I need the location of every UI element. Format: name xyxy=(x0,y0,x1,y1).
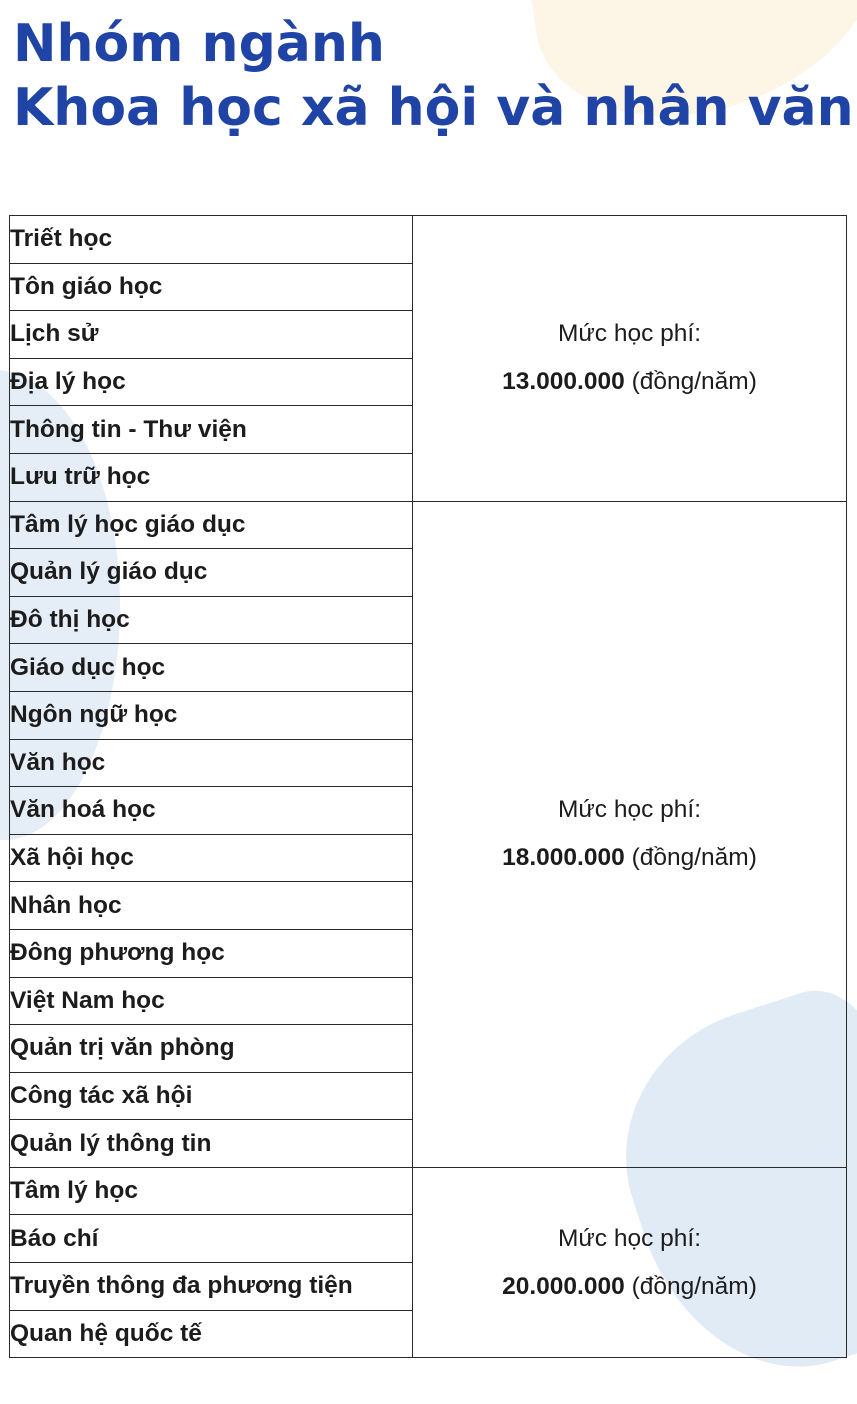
major-name: Xã hội học xyxy=(10,834,413,882)
major-name: Triết học xyxy=(10,216,413,264)
table-row xyxy=(10,216,847,264)
major-name: Quan hệ quốc tế xyxy=(10,1310,413,1358)
major-name: Đông phương học xyxy=(10,929,413,977)
fee-cell xyxy=(413,1167,847,1357)
fee-unit: (đồng/năm) xyxy=(631,368,757,396)
tuition-table xyxy=(9,215,847,1358)
title-line-1: Nhóm ngành xyxy=(13,14,385,74)
major-name: Quản trị văn phòng xyxy=(10,1025,413,1073)
major-name: Thông tin - Thư viện xyxy=(10,406,413,454)
page-title xyxy=(13,12,854,140)
fee-label: Mức học phí: xyxy=(557,1224,702,1252)
major-name: Truyền thông đa phương tiện xyxy=(10,1263,413,1311)
major-name: Quản lý thông tin xyxy=(10,1120,413,1168)
fee-amount: 18.000.000 xyxy=(502,844,625,872)
major-name: Giáo dục học xyxy=(10,644,413,692)
major-name: Văn hoá học xyxy=(10,787,413,835)
major-name: Văn học xyxy=(10,739,413,787)
major-name: Nhân học xyxy=(10,882,413,930)
tuition-table-body xyxy=(10,216,847,1358)
fee-unit: (đồng/năm) xyxy=(631,844,757,872)
fee-value xyxy=(413,358,846,406)
fee-unit: (đồng/năm) xyxy=(631,1272,757,1300)
title-line-2: Khoa học xã hội và nhân văn xyxy=(13,78,854,138)
fee-value xyxy=(413,1263,846,1311)
major-name: Lưu trữ học xyxy=(10,453,413,501)
table-row xyxy=(10,501,847,549)
fee-cell xyxy=(413,216,847,502)
fee-label: Mức học phí: xyxy=(557,320,702,348)
fee-amount: 20.000.000 xyxy=(502,1272,625,1300)
major-name: Tâm lý học xyxy=(10,1167,413,1215)
major-name: Lịch sử xyxy=(10,311,413,359)
major-name: Công tác xã hội xyxy=(10,1072,413,1120)
fee-cell xyxy=(413,501,847,1167)
major-name: Quản lý giáo dục xyxy=(10,549,413,597)
major-name: Địa lý học xyxy=(10,358,413,406)
major-name: Tâm lý học giáo dục xyxy=(10,501,413,549)
table-row xyxy=(10,1167,847,1215)
fee-value xyxy=(413,834,846,882)
fee-label: Mức học phí: xyxy=(557,796,702,824)
major-name: Báo chí xyxy=(10,1215,413,1263)
major-name: Ngôn ngữ học xyxy=(10,691,413,739)
major-name: Đô thị học xyxy=(10,596,413,644)
major-name: Tôn giáo học xyxy=(10,263,413,311)
major-name: Việt Nam học xyxy=(10,977,413,1025)
fee-amount: 13.000.000 xyxy=(502,368,625,396)
